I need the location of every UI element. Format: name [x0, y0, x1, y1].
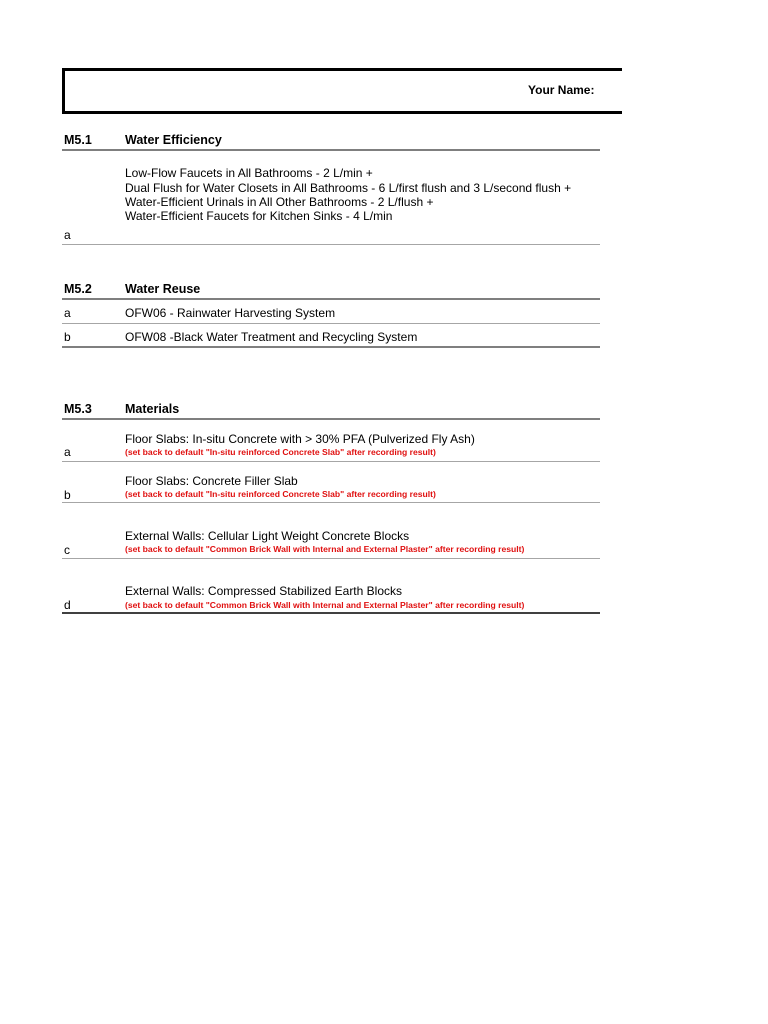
item-line: Low-Flow Faucets in All Bathrooms - 2 L/min +	[125, 166, 373, 180]
section-code-m5-2: M5.2	[64, 282, 92, 296]
item-letter: c	[64, 543, 70, 557]
item-line: Dual Flush for Water Closets in All Bathrooms - 6 L/first flush and 3 L/second flush +	[125, 181, 572, 195]
row-rule	[62, 244, 600, 245]
item-label: OFW08 -Black Water Treatment and Recycling System	[125, 330, 418, 344]
item-label: OFW06 - Rainwater Harvesting System	[125, 306, 336, 320]
item-label: Floor Slabs: Concrete Filler Slab	[125, 474, 298, 488]
section-rule	[62, 418, 600, 420]
section-rule	[62, 298, 600, 300]
item-label: Floor Slabs: In-situ Concrete with > 30% PFA (Pulverized Fly Ash)	[125, 432, 475, 446]
row-rule	[62, 558, 600, 559]
item-letter: a	[64, 306, 71, 320]
item-letter: b	[64, 330, 71, 344]
section-rule	[62, 149, 600, 151]
item-letter: a	[64, 228, 71, 242]
item-label: External Walls: Cellular Light Weight Concrete Blocks	[125, 529, 410, 543]
row-rule	[62, 323, 600, 324]
reset-note: (set back to default "In-situ reinforced Concrete Slab" after recording result)	[125, 447, 436, 457]
item-letter: a	[64, 445, 71, 459]
item-line: Water-Efficient Urinals in All Other Bathrooms - 2 L/flush +	[125, 195, 434, 209]
item-line: Water-Efficient Faucets for Kitchen Sinks - 4 L/min	[125, 209, 393, 223]
section-code-m5-1: M5.1	[64, 133, 92, 147]
section-end-rule	[62, 346, 600, 348]
table-end-rule	[62, 612, 600, 614]
reset-note: (set back to default "Common Brick Wall with Internal and External Plaster" after recording result)	[125, 544, 525, 554]
item-letter: d	[64, 598, 71, 612]
section-title-water-reuse: Water Reuse	[125, 282, 201, 296]
item-label: External Walls: Compressed Stabilized Earth Blocks	[125, 584, 402, 598]
your-name-label: Your Name:	[528, 83, 595, 97]
reset-note: (set back to default "Common Brick Wall with Internal and External Plaster" after recording result)	[125, 600, 525, 610]
section-title-materials: Materials	[125, 402, 180, 416]
section-title-water-efficiency: Water Efficiency	[125, 133, 222, 147]
item-letter: b	[64, 488, 71, 502]
reset-note: (set back to default "In-situ reinforced Concrete Slab" after recording result)	[125, 489, 436, 499]
row-rule	[62, 502, 600, 503]
row-rule	[62, 461, 600, 462]
section-code-m5-3: M5.3	[64, 402, 92, 416]
